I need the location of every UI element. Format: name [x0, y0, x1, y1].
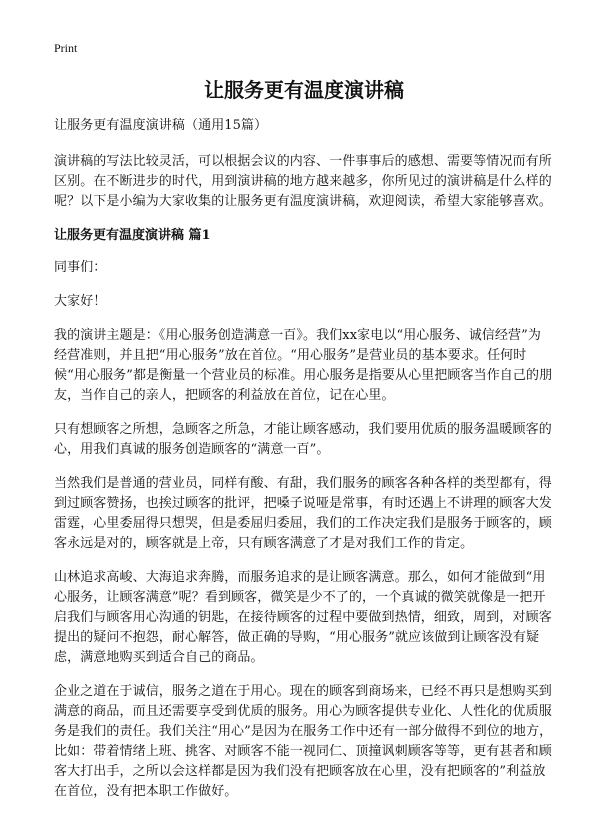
document-subtitle: 让服务更有温度演讲稿（通用15篇）	[54, 118, 268, 133]
body-paragraph: 当然我们是普通的营业员，同样有酸、有甜，我们服务的顾客各种各样的类型都有，得到过顾客赞扬，也挨过顾客的批评，把嗓子说哑是常事，有时还遇上不讲理的顾客大发雷霆，心里委屈得只想哭，但是委屈归委屈，我们的工作决定我们是服务于顾客的，顾客永远是对的，顾客就是上帝，只有顾客满意了才是对我们工作的肯定。	[54, 476, 552, 551]
document-page	[54, 40, 554, 816]
section-heading: 让服务更有温度演讲稿 篇1	[54, 228, 211, 243]
greeting: 大家好！	[54, 294, 107, 309]
body-paragraph: 只有想顾客之所想，急顾客之所急，才能让顾客感动，我们要用优质的服务温暖顾客的心，用我们真诚的服务创造顾客的“满意一百”。	[54, 422, 552, 457]
page-title: 让服务更有温度演讲稿	[204, 78, 404, 102]
intro-paragraph: 演讲稿的写法比较灵活，可以根据会议的内容、一件事事后的感想、需要等情况而有所区别。在不断进步的时代，用到演讲稿的地方越来越多，你所见过的演讲稿是什么样的呢？以下是小编为大家收集的让服务更有温度演讲稿，欢迎阅读，希望大家能够喜欢。	[54, 154, 552, 209]
salutation: 同事们：	[54, 260, 107, 275]
body-paragraph: 企业之道在于诚信，服务之道在于用心。现在的顾客到商场来，已经不再只是想购买到满意的商品，而且还需要享受到优质的服务。用心为顾客提供专业化、人性化的优质服务是我们的责任。我们关注“用心”是因为在服务工作中还有一部分做得不到位的地方，比如：带着情绪上班、挑客、对顾客不能一视同仁、顶撞讽刺顾客等等，更有甚者和顾客大打出手，之所以会这样都是因为我们没有把顾客放在心里，没有把顾客的”利益放在首位，没有把本职工作做好。	[54, 684, 553, 799]
print-label: Print	[54, 41, 78, 55]
body-paragraph: 山林追求高峻、大海追求奔腾，而服务追求的是让顾客满意。那么，如何才能做到“用心服务，让顾客满意”呢？看到顾客，微笑是少不了的，一个真诚的微笑就像是一把开启我们与顾客用心沟通的钥匙，在接待顾客的过程中要做到热情，细致，周到，对顾客提出的疑问不抱怨，耐心解答，做正确的导购，“用心服务”就应该做到让顾客没有疑虑，满意地购买到适合自己的商品。	[54, 570, 552, 665]
body-paragraph: 我的演讲主题是：《用心服务创造满意一百》。我们xx家电以“用心服务、诚信经营”为经营准则，并且把“用心服务”放在首位。“用心服务”是营业员的基本要求。任何时候“用心服务”都是衡量一个营业员的标准。用心服务是指要从心里把顾客当作自己的朋友，当作自己的亲人，把顾客的利益放在首位，记在心里。	[54, 328, 553, 403]
